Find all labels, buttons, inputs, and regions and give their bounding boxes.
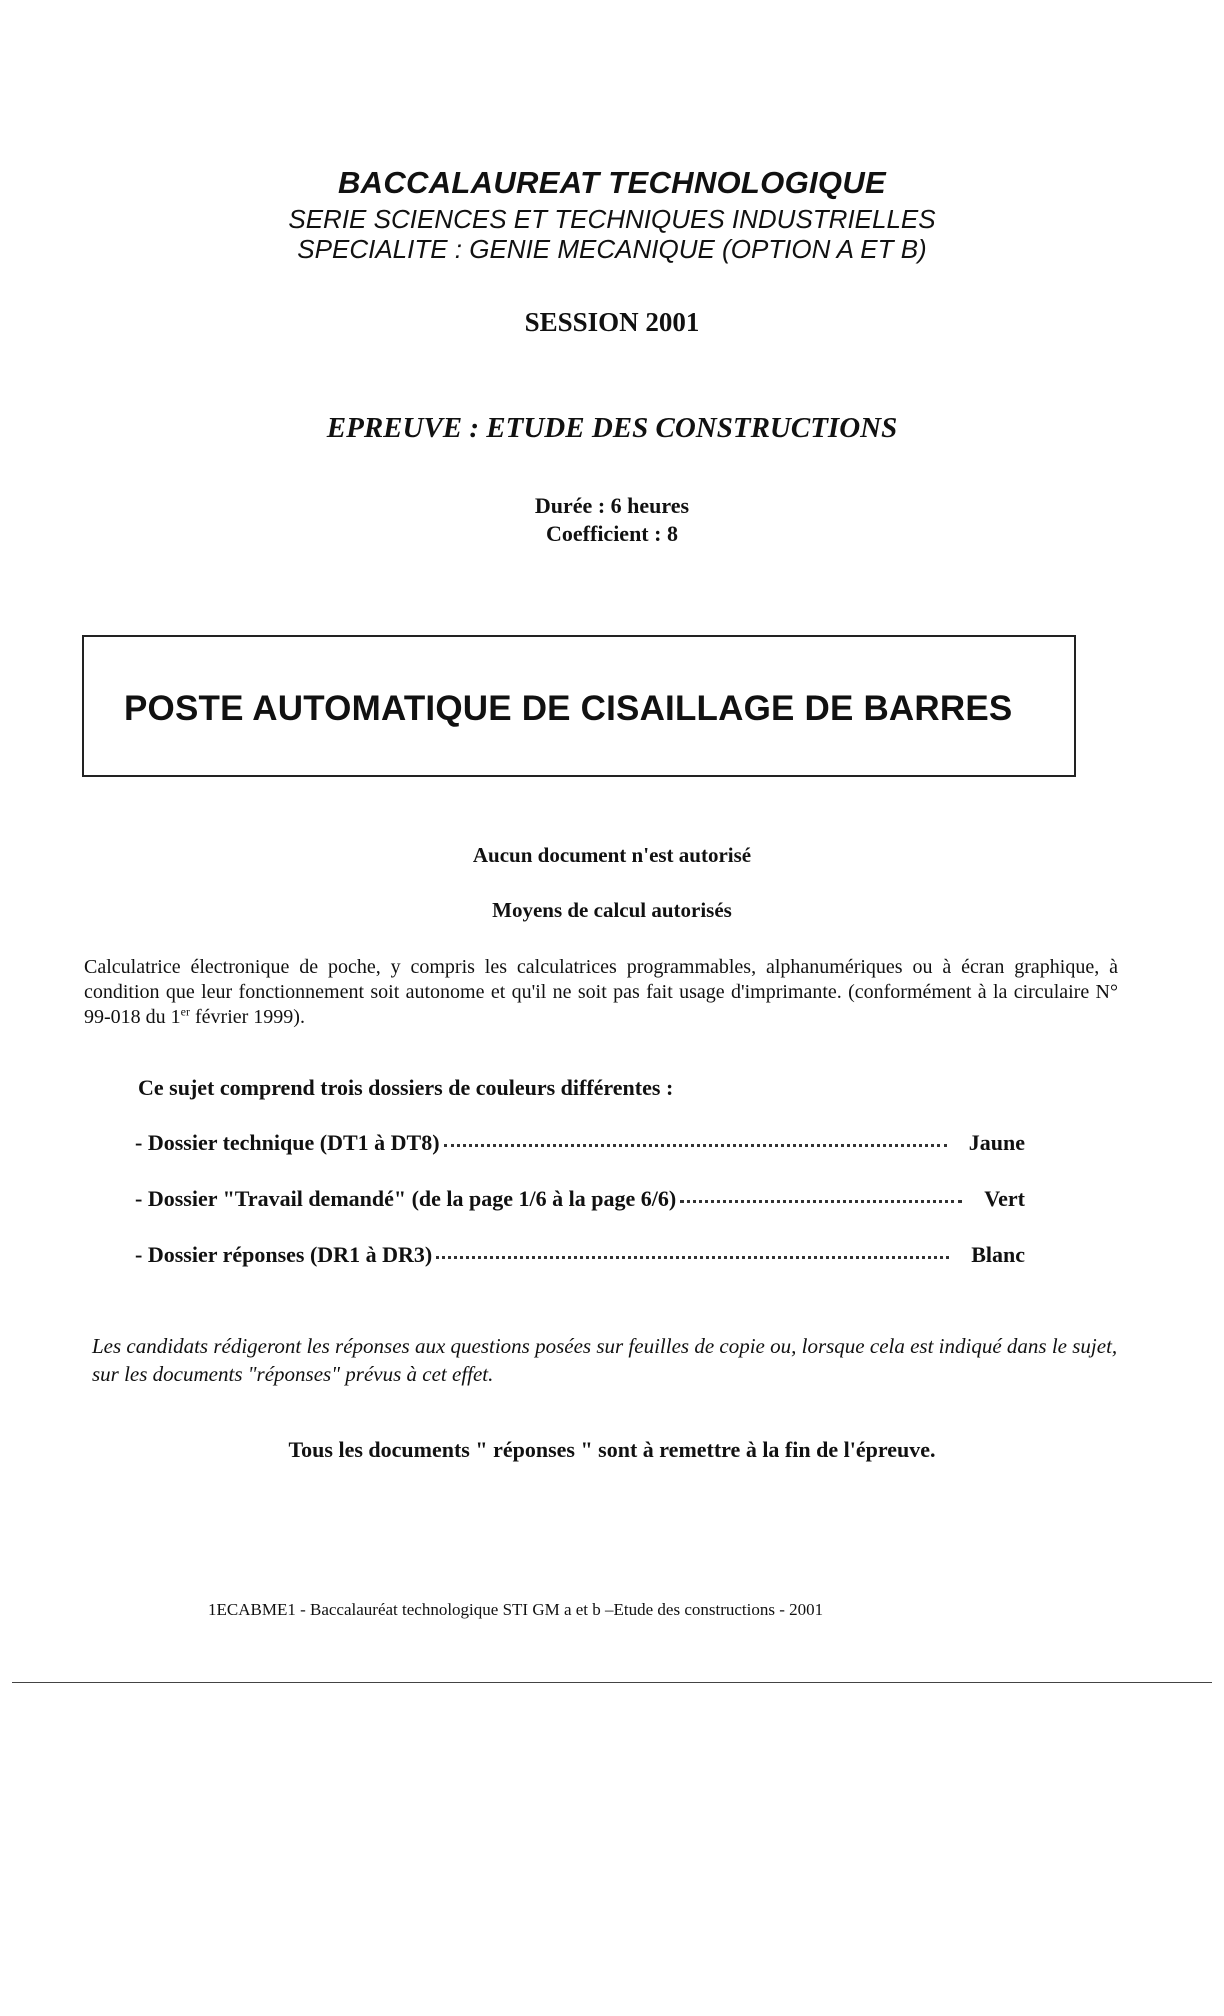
subject-title-box <box>82 635 1076 777</box>
dotted-leader <box>444 1140 947 1147</box>
dossier-label: - Dossier technique (DT1 à DT8) <box>135 1130 440 1155</box>
calculator-text-end: février 1999). <box>190 1006 305 1028</box>
dossier-item-reponses <box>135 1242 1025 1272</box>
dossier-label: - Dossier réponses (DR1 à DR3) <box>135 1242 433 1267</box>
header-specialty: SPECIALITE : GENIE MECANIQUE (OPTION A ET B) <box>297 234 927 264</box>
no-documents-notice: Aucun document n'est autorisé <box>472 843 752 867</box>
calculator-heading: Moyens de calcul autorisés <box>492 898 732 922</box>
dossier-item-technique <box>135 1130 1025 1160</box>
subject-title: POSTE AUTOMATIQUE DE CISAILLAGE DE BARRES <box>124 689 1013 728</box>
dossier-color: Blanc <box>971 1242 1025 1267</box>
dossier-item-travail <box>135 1186 1025 1216</box>
dossier-color: Jaune <box>968 1130 1025 1155</box>
dossier-label: - Dossier "Travail demandé" (de la page 1/6 à la page 6/6) <box>135 1186 677 1211</box>
header-series: SERIE SCIENCES ET TECHNIQUES INDUSTRIELLES <box>288 204 936 234</box>
dotted-leader <box>680 1196 962 1203</box>
session-label: SESSION 2001 <box>524 307 700 337</box>
duration-label: Durée : 6 heures <box>534 493 690 518</box>
calculator-text: Calculatrice électronique de poche, y compris les calculatrices programmables, alphanumériques ou à écran graphique, à condition que leur fonctionnement soit autonome et qu'il ne soit pas fait usage d'imprimante. (conformément à la circulaire N° 99-018 du 1 <box>84 956 1118 1028</box>
final-instruction: Tous les documents " réponses " sont à remettre à la fin de l'épreuve. <box>288 1437 936 1462</box>
epreuve-title: EPREUVE : ETUDE DES CONSTRUCTIONS <box>326 412 898 444</box>
page-footer: 1ECABME1 - Baccalauréat technologique STI GM a et b –Etude des constructions - 2001 <box>208 1600 824 1619</box>
header-title: BACCALAUREAT TECHNOLOGIQUE <box>338 165 886 200</box>
dotted-leader <box>436 1252 949 1259</box>
calculator-text-superscript: er <box>180 1004 190 1019</box>
footer-rule <box>12 1682 1212 1683</box>
candidate-note: Les candidats rédigeront les réponses aux questions posées sur feuilles de copie ou, lorsque cela est indiqué dans le sujet, sur les documents "réponses" prévus à cet effet. <box>92 1334 1118 1386</box>
dossier-color: Vert <box>984 1186 1025 1211</box>
dossiers-intro: Ce sujet comprend trois dossiers de couleurs différentes : <box>138 1075 674 1100</box>
calculator-paragraph <box>84 955 1118 1030</box>
coefficient-label: Coefficient : 8 <box>546 521 678 546</box>
